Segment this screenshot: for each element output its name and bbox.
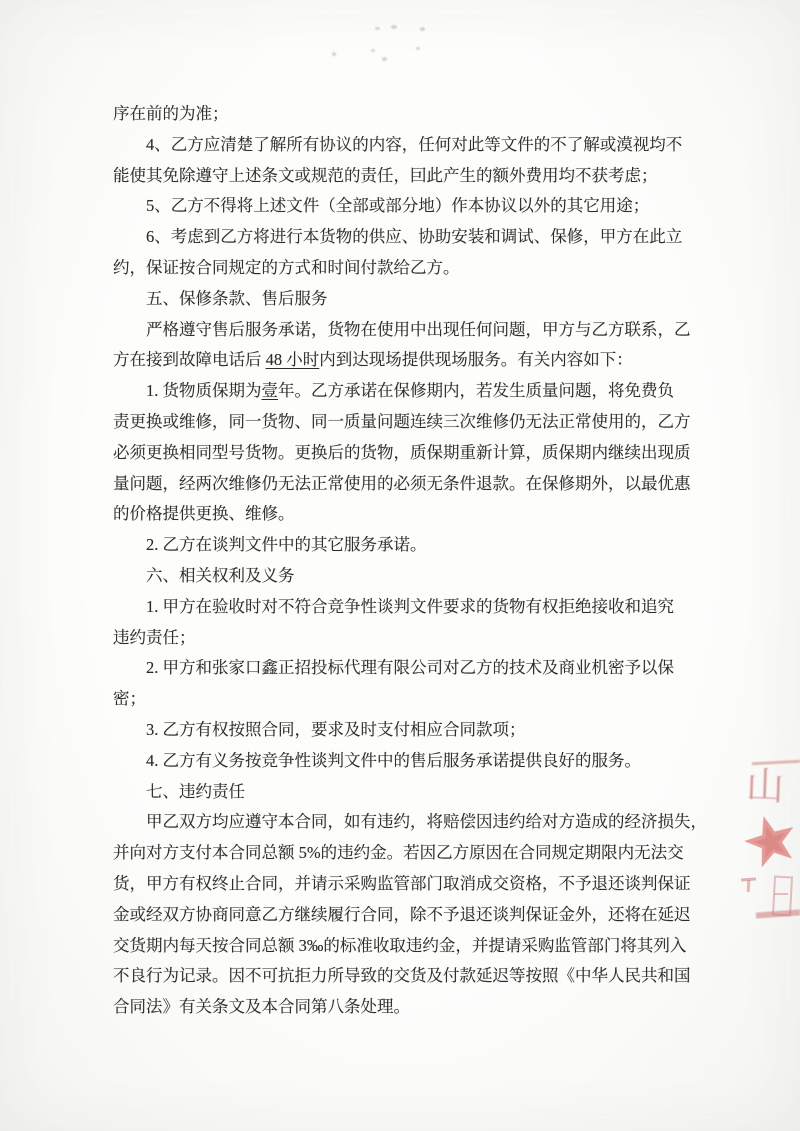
document-line — [113, 407, 697, 438]
document-heading-line — [113, 284, 697, 315]
document-line — [113, 345, 697, 376]
seal-small-stroke-v — [747, 880, 751, 892]
document-line — [113, 807, 707, 838]
document-heading-line — [113, 561, 697, 592]
text-segment: 不良行为记录。因不可抗拒力所导致的交货及付款延迟等按照《中华人民共和国 — [113, 966, 691, 986]
document-line — [113, 438, 697, 469]
document-line — [113, 253, 697, 284]
text-segment: 1. 货物质保期为 — [146, 381, 262, 401]
document-line — [113, 746, 697, 777]
document-line — [113, 376, 697, 407]
seal-small-stroke-h — [741, 877, 756, 881]
text-segment: 约，保证按合同规定的方式和时间付款给乙方。 — [113, 257, 460, 277]
text-segment: 4、乙方应清楚了解所有协议的内容，任何对此等文件的不了解或漠视均不 — [146, 134, 683, 154]
text-segment: 方在接到故障电话后 — [113, 350, 266, 370]
text-segment: 责更换或维修，同一货物、同一质量问题连续三次维修仍无法正常使用的，乙方 — [113, 411, 691, 431]
document-line — [113, 992, 697, 1023]
seal-box-mark — [772, 876, 793, 917]
text-segment: 5、乙方不得将上述文件（全部或部分地）作本协议以外的其它用途； — [146, 196, 650, 216]
text-segment: 违约责任； — [113, 627, 196, 647]
text-segment: 能使其免除遵守上述条文或规范的责任，囙此产生的额外费用均不获考虑； — [113, 165, 658, 185]
text-segment: 4. 乙方有义务按竞争性谈判文件中的售后服务承诺提供良好的服务。 — [146, 750, 641, 770]
text-segment: 2. 乙方在谈判文件中的其它服务承诺。 — [146, 535, 427, 555]
document-line — [113, 931, 697, 962]
scan-smudge-dot — [371, 49, 375, 52]
text-segment: 合同法》有关条文及本合同第八条处理。 — [113, 997, 410, 1017]
text-segment: 交货期内每天按合同总额 3‰的标准收取违约金，并提请采购监管部门将其列入 — [113, 935, 687, 955]
text-segment: 六、相关权利及义务 — [146, 565, 295, 585]
document-line — [113, 869, 697, 900]
document-line — [113, 653, 697, 684]
document-heading-line — [113, 777, 697, 808]
document-line — [113, 684, 697, 715]
text-segment: 年。乙方承诺在保修期内，若发生质量问题，将免费负 — [278, 381, 674, 401]
text-segment: 密； — [113, 689, 146, 709]
document-line — [113, 623, 697, 654]
document-line — [113, 222, 697, 253]
text-segment: 七、违约责任 — [146, 781, 245, 801]
text-segment: 序在前的为准； — [113, 104, 229, 123]
document-line — [113, 838, 697, 869]
document-line — [113, 592, 697, 623]
text-segment: 并向对方支付本合同总额 5%的违约金。若因乙方原因在合同规定期限内无法交 — [113, 843, 684, 863]
document-line — [113, 161, 697, 192]
seal-character: 山 — [745, 765, 785, 809]
text-segment: 1. 甲方在验收时对不符合竞争性谈判文件要求的货物有权拒绝接收和追究 — [146, 596, 674, 616]
text-segment: 3. 乙方有权按照合同，要求及时支付相应合同款项； — [146, 719, 526, 739]
document-body — [113, 99, 707, 1023]
text-segment: 内到达现场提供现场服务。有关内容如下： — [319, 350, 633, 370]
underlined-text: 48 小时 — [265, 350, 320, 370]
seal-top-stroke — [752, 760, 800, 766]
text-segment: 五、保修条款、售后服务 — [146, 288, 328, 308]
seal-bottom-stroke — [756, 909, 800, 918]
document-line — [113, 315, 697, 346]
seal-star-icon — [736, 807, 800, 876]
document-line — [113, 900, 697, 931]
scan-smudge-dot — [375, 27, 380, 30]
document-line — [113, 99, 697, 130]
text-segment: 量问题，经两次维修仍无法正常使用的必须无条件退款。在保修期外，以最优惠 — [113, 473, 691, 493]
document-line — [113, 715, 697, 746]
document-line — [113, 130, 697, 161]
scan-smudge-dot — [382, 57, 387, 61]
text-segment: 2. 甲方和张家口鑫正招投标代理有限公司对乙方的技术及商业机密予以保 — [146, 658, 674, 678]
document-line — [113, 961, 697, 992]
text-segment: 6、考虑到乙方将进行本货物的供应、协助安装和调试、保修，甲方在此立 — [146, 227, 683, 247]
scan-smudge-dot — [420, 27, 425, 31]
text-segment: 必须更换相同型号货物。更换后的货物，质保期重新计算，质保期内继续出现质 — [113, 442, 691, 462]
text-segment: 甲乙双方均应遵守本合同，如有违约，将赔偿因违约给对方造成的经济损失， — [146, 812, 707, 832]
scan-smudge-dot — [416, 47, 420, 50]
text-segment: 货，甲方有权终止合同，并请示采购监管部门取消成交资格，不予退还谈判保证 — [113, 873, 691, 893]
document-line — [113, 469, 697, 500]
document-line — [113, 499, 697, 530]
text-segment: 严格遵守售后服务承诺，货物在使用中出现任何问题，甲方与乙方联系，乙 — [146, 319, 691, 339]
document-line — [113, 530, 697, 561]
seal-box-mark-middle — [774, 893, 788, 895]
text-segment: 金或经双方协商同意乙方继续履行合同，除不予退还谈判保证金外，还将在延迟 — [113, 904, 691, 924]
text-segment: 的价格提供更换、维修。 — [113, 504, 295, 524]
scan-smudge-dot — [332, 52, 336, 56]
scan-smudge-dot — [391, 25, 397, 29]
document-line — [113, 191, 697, 222]
underlined-text: 壹 — [261, 381, 278, 401]
